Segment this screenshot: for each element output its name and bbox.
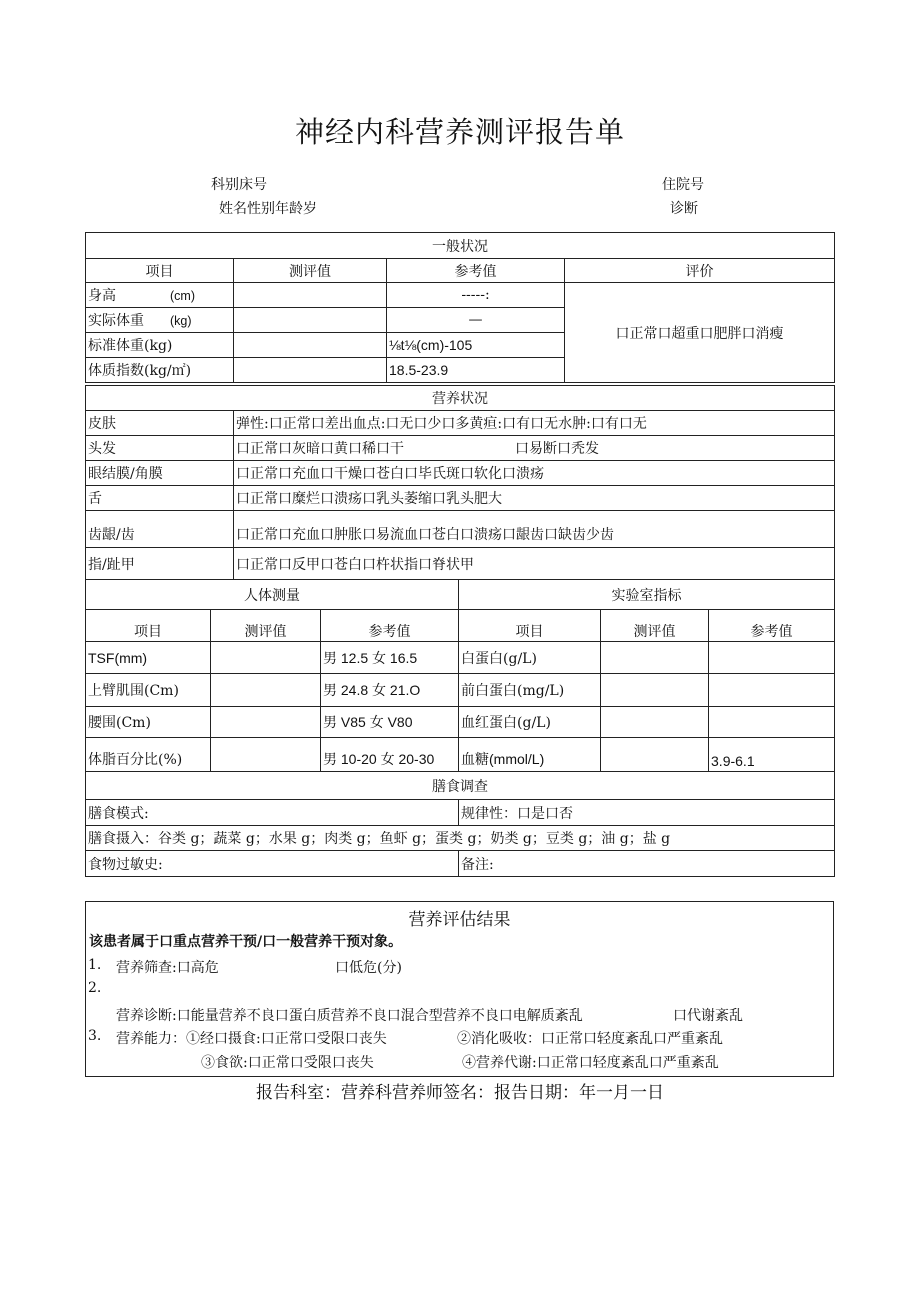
tongue-options[interactable]: 口正常口糜烂口溃疡口乳头萎缩口乳头肥大 — [234, 486, 835, 511]
col-reference-header: 参考值 — [387, 259, 565, 283]
bmi-value[interactable] — [234, 358, 387, 383]
general-status-title: 一般状况 — [86, 233, 835, 259]
bmi-evaluation[interactable]: 口正常口超重口肥胖口消瘦 — [565, 283, 835, 383]
col-value-header: 测评值 — [234, 259, 387, 283]
hair-label: 头发 — [86, 436, 234, 461]
lab-value-header: 测评值 — [601, 610, 709, 642]
anthro-item-header: 项目 — [86, 610, 211, 642]
nails-label: 指/趾甲 — [86, 548, 234, 580]
nutrition-diagnosis-options[interactable]: 营养诊断:口能量营养不良口蛋白质营养不良口混合型营养不良口电解质紊乱 — [116, 1008, 583, 1024]
prealbumin-value[interactable] — [601, 674, 709, 707]
report-footer: 报告科室：营养科营养师签名：报告日期：年一月一日 — [256, 1083, 664, 1103]
hair-options[interactable] — [234, 436, 835, 461]
albumin-value[interactable] — [601, 642, 709, 674]
nutrition-status-title: 营养状况 — [86, 386, 835, 411]
diet-regularity-options[interactable]: 规律性：口是口否 — [459, 800, 835, 826]
name-sex-age-label: 姓名性别年龄岁 — [219, 201, 317, 217]
body-fat-reference: 男 10-20 女 20-30 — [321, 738, 459, 772]
tongue-label: 舌 — [86, 486, 234, 511]
remarks-label[interactable]: 备注: — [459, 851, 835, 877]
metabolism-options[interactable]: ④营养代谢:口正常口轻度紊乱口严重紊乱 — [462, 1055, 719, 1071]
glucose-label: 血糖(mmol/L) — [459, 738, 601, 772]
bmi-reference: 18.5-23.9 — [387, 358, 565, 383]
page-title: 神经内科营养测评报告单 — [294, 115, 625, 149]
nutrition-status-table — [85, 385, 835, 580]
intervention-statement[interactable]: 该患者属于口重点营养干预/口一般营养干预对象。 — [89, 934, 403, 950]
anthro-reference-header: 参考值 — [321, 610, 459, 642]
weight-item — [86, 308, 234, 333]
conjunctiva-label: 眼结膜/角膜 — [86, 461, 234, 486]
measurement-lab-table — [85, 579, 835, 772]
waist-label: 腰围(Cm) — [86, 707, 211, 738]
general-status-table — [85, 232, 835, 383]
arm-muscle-label: 上臂肌围(Cm) — [86, 674, 211, 707]
height-value[interactable] — [234, 283, 387, 308]
glucose-reference: 3.9-6.1 — [709, 738, 835, 772]
height-unit: (cm) — [170, 289, 195, 303]
weight-unit: (kg) — [170, 314, 192, 328]
lab-indicators-title: 实验室指标 — [459, 580, 835, 610]
diet-survey-title: 膳食调查 — [86, 772, 835, 800]
conjunctiva-options[interactable]: 口正常口充血口干燥口苍白口毕氏斑口软化口溃疡 — [234, 461, 835, 486]
item-number-3: 3. — [88, 1028, 102, 1044]
height-item — [86, 283, 234, 308]
arm-muscle-reference: 男 24.8 女 21.O — [321, 674, 459, 707]
hemoglobin-value[interactable] — [601, 707, 709, 738]
standard-weight-value[interactable] — [234, 333, 387, 358]
diet-mode-label[interactable]: 膳食模式: — [86, 800, 459, 826]
col-evaluation-header: 评价 — [565, 259, 835, 283]
metabolic-disorder-option[interactable]: 口代谢紊乱 — [673, 1008, 743, 1024]
glucose-value[interactable] — [601, 738, 709, 772]
nutrition-screening-low[interactable]: 口低危(分) — [335, 960, 402, 976]
hair-options-main[interactable]: 口正常口灰暗口黄口稀口干 — [236, 441, 404, 457]
arm-muscle-value[interactable] — [211, 674, 321, 707]
body-fat-value[interactable] — [211, 738, 321, 772]
anthropometry-title: 人体测量 — [86, 580, 459, 610]
diet-intake-line[interactable]: 膳食摄入：谷类 g；蔬菜 g；水果 g；肉类 g；鱼虾 g；蛋类 g；奶类 g；豆类 g；油 g；盐 g — [86, 826, 835, 851]
diagnosis-label: 诊断 — [670, 201, 698, 217]
waist-reference: 男 V85 女 V80 — [321, 707, 459, 738]
tsf-label: TSF(mm) — [86, 642, 211, 674]
diet-survey-table — [85, 771, 835, 877]
digestion-options[interactable]: ②消化吸收：口正常口轻度紊乱口严重紊乱 — [457, 1031, 723, 1047]
waist-value[interactable] — [211, 707, 321, 738]
weight-label: 实际体重 — [88, 313, 144, 329]
food-allergy-label[interactable]: 食物过敏史: — [86, 851, 459, 877]
nutrition-screening-high[interactable]: 营养筛查:口高危 — [116, 960, 219, 976]
height-reference: -----: — [387, 283, 565, 308]
assessment-result-box — [85, 901, 834, 1077]
hemoglobin-label: 血红蛋白(g∕L) — [459, 707, 601, 738]
lab-item-header: 项目 — [459, 610, 601, 642]
assessment-result-title: 营养评估结果 — [408, 910, 511, 930]
bmi-label: 体质指数(kg∕㎡) — [86, 358, 234, 383]
dept-bed-label: 科别床号 — [211, 177, 267, 193]
admission-no-label: 住院号 — [662, 177, 704, 193]
albumin-reference — [709, 642, 835, 674]
item-number-2: 2. — [88, 980, 102, 996]
prealbumin-label: 前白蛋白(mg∕L) — [459, 674, 601, 707]
standard-weight-reference: ⅛t⅛(cm)-105 — [387, 333, 565, 358]
body-fat-label: 体脂百分比(%) — [86, 738, 211, 772]
tsf-reference: 男 12.5 女 16.5 — [321, 642, 459, 674]
height-label: 身高 — [88, 288, 116, 304]
item-number-1: 1. — [88, 957, 102, 973]
lab-reference-header: 参考值 — [709, 610, 835, 642]
skin-options[interactable]: 弹性:口正常口差出血点:口无口少口多黄疸:口有口无水肿:口有口无 — [234, 411, 835, 436]
nails-options[interactable]: 口正常口反甲口苍白口杵状指口脊状甲 — [234, 548, 835, 580]
col-item-header: 项目 — [86, 259, 234, 283]
appetite-options[interactable]: ③食欲:口正常口受限口丧失 — [201, 1055, 374, 1071]
weight-value[interactable] — [234, 308, 387, 333]
tsf-value[interactable] — [211, 642, 321, 674]
skin-label: 皮肤 — [86, 411, 234, 436]
standard-weight-label: 标准体重(kg) — [86, 333, 234, 358]
weight-reference: — — [387, 308, 565, 333]
oral-intake-options[interactable]: 营养能力：①经口摄食:口正常口受限口丧失 — [116, 1031, 387, 1047]
hair-options-extra[interactable]: 口易断口秃发 — [515, 441, 599, 457]
hemoglobin-reference — [709, 707, 835, 738]
albumin-label: 白蛋白(g∕L) — [459, 642, 601, 674]
prealbumin-reference — [709, 674, 835, 707]
anthro-value-header: 测评值 — [211, 610, 321, 642]
gums-label: 齿龈/齿 — [86, 511, 234, 548]
gums-options[interactable]: 口正常口充血口肿胀口易流血口苍白口溃疡口龈齿口缺齿少齿 — [234, 511, 835, 548]
